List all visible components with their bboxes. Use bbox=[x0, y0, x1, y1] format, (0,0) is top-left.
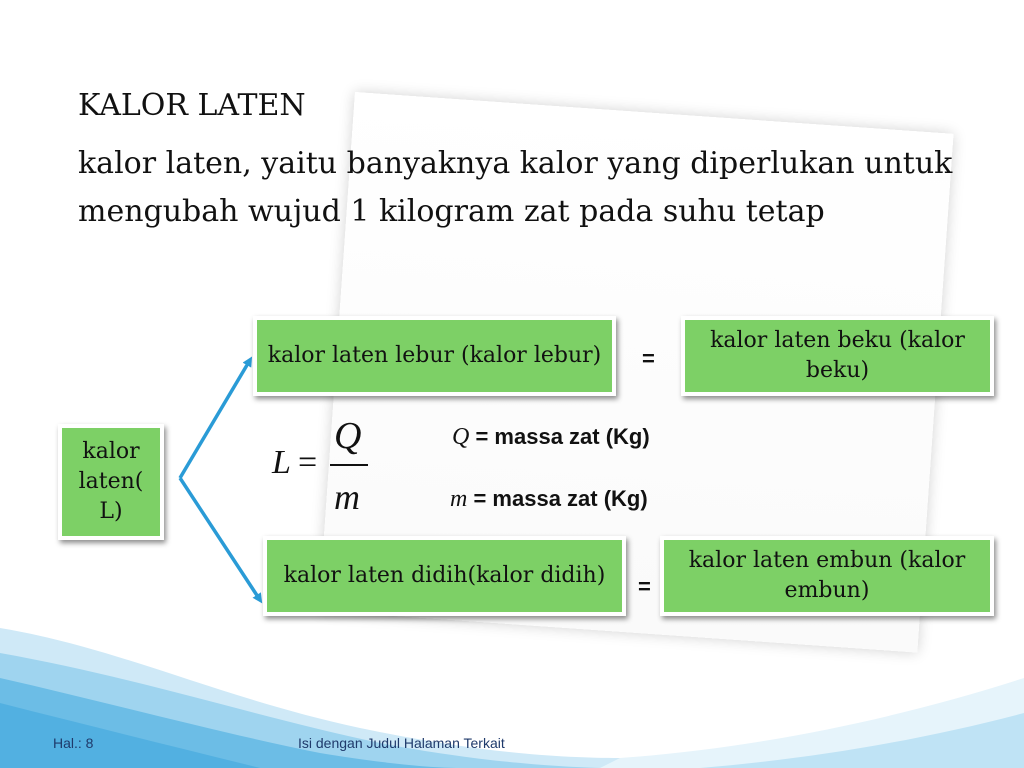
box-kalor-laten-beku-label: kalor laten beku (kalor beku) bbox=[710, 328, 965, 383]
legend-row-m bbox=[450, 486, 648, 513]
formula-equals: = bbox=[298, 444, 318, 481]
slide-title: KALOR LATEN bbox=[78, 88, 306, 123]
equals-sign-bottom: = bbox=[638, 574, 651, 599]
arrow-up bbox=[180, 360, 250, 478]
formula-lhs: L bbox=[272, 444, 291, 481]
legend-symbol-q: Q bbox=[452, 424, 470, 450]
box-kalor-laten-lebur bbox=[253, 316, 616, 396]
fraction-bar bbox=[330, 464, 368, 466]
slide-description: kalor laten, yaitu banyaknya kalor yang diperlukan untuk mengubah wujud 1 kilogram zat pada suhu tetap bbox=[78, 146, 953, 229]
box-kalor-laten-beku bbox=[681, 316, 994, 396]
box-kalor-laten-didih-label: kalor laten didih(kalor didih) bbox=[283, 563, 606, 588]
root-box-label: kalor laten( L) bbox=[78, 439, 144, 524]
footer-page-number: Hal.: 8 bbox=[53, 735, 94, 751]
legend-row-q bbox=[452, 424, 650, 451]
formula-numerator: Q bbox=[334, 415, 362, 457]
formula-denominator: m bbox=[334, 477, 360, 517]
box-kalor-laten-embun-label: kalor laten embun (kalor embun) bbox=[688, 548, 966, 603]
equals-sign-top: = bbox=[642, 346, 655, 371]
box-kalor-laten-embun bbox=[660, 536, 994, 616]
footer-subtitle: Isi dengan Judul Halaman Terkait bbox=[298, 735, 505, 751]
legend-text-q: = massa zat (Kg) bbox=[475, 424, 650, 449]
arrow-down bbox=[180, 478, 260, 600]
root-box-kalor-laten bbox=[58, 424, 164, 540]
box-kalor-laten-didih bbox=[263, 536, 626, 616]
legend-text-m: = massa zat (Kg) bbox=[473, 486, 648, 511]
legend-symbol-m: m bbox=[450, 486, 468, 512]
box-kalor-laten-lebur-label: kalor laten lebur (kalor lebur) bbox=[267, 343, 602, 368]
